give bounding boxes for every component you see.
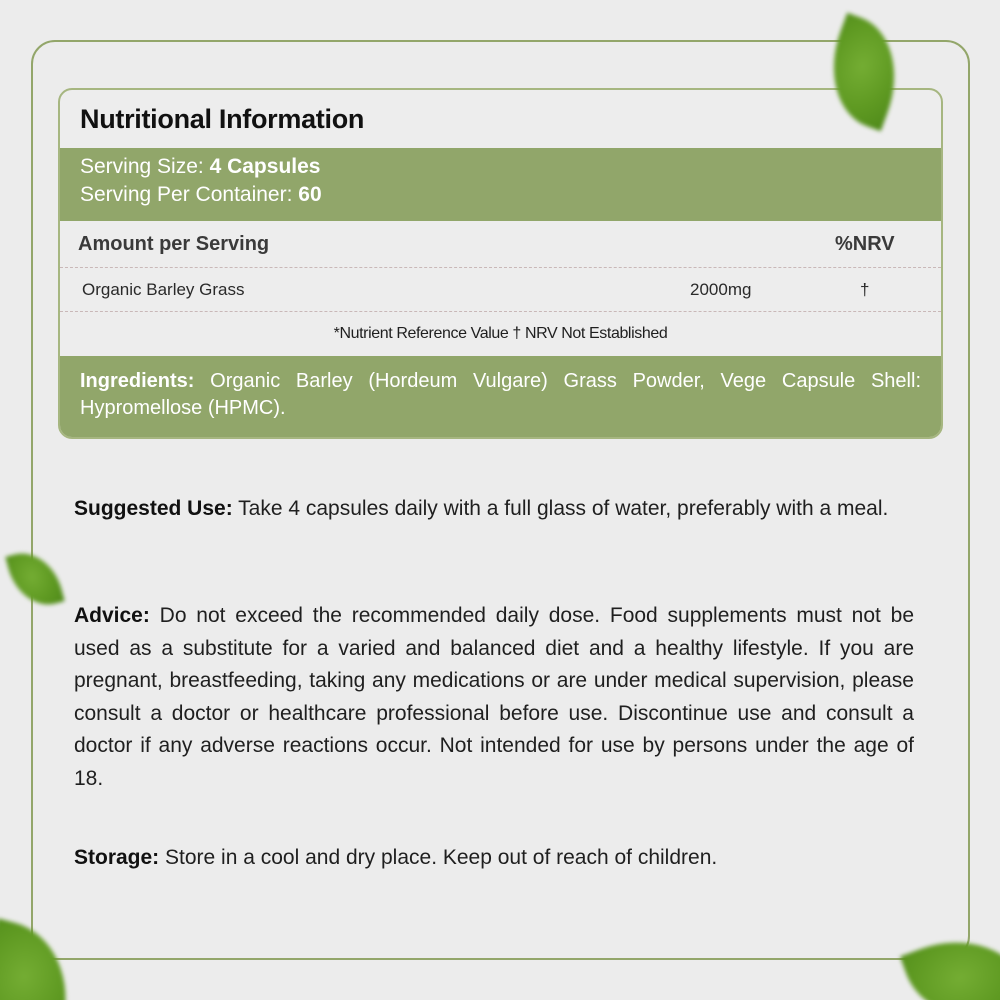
- suggested-use-section: [74, 493, 914, 526]
- ingredients-label: Ingredients:: [80, 370, 195, 392]
- amount-per-serving-header: Amount per Serving: [78, 232, 270, 255]
- storage-label: Storage:: [74, 846, 160, 869]
- nrv-footnote: *Nutrient Reference Value † NRV Not Established: [333, 325, 668, 342]
- advice-text: Do not exceed the recommended daily dose. Food supplements must not be used as a substitute for a varied and balanced diet and a healthy lifestyle. If you are pregnant, breastfeeding, taking any medications or are under medical supervision, please consult a doctor or healthcare professional before use. Discontinue use and consult a doctor if any adverse reactions occur. Not intended for use by persons under the age of 18.: [74, 604, 914, 790]
- table-row: [60, 268, 941, 312]
- nutrition-title: Nutritional Information: [80, 103, 365, 134]
- nutrition-table: [58, 88, 943, 439]
- ingredient-nrv: †: [860, 279, 870, 299]
- storage-text: Store in a cool and dry place. Keep out of reach of children.: [165, 846, 718, 869]
- serving-info-band: [60, 148, 941, 221]
- advice-label: Advice:: [74, 604, 150, 627]
- storage-section: [74, 842, 914, 875]
- suggested-use-text: Take 4 capsules daily with a full glass of water, preferably with a meal.: [238, 497, 889, 520]
- servings-per-container-label: Serving Per Container:: [80, 183, 293, 206]
- serving-size-value: 4 Capsules: [209, 155, 321, 178]
- table-header: [60, 221, 941, 268]
- suggested-use-label: Suggested Use:: [74, 497, 233, 520]
- ingredients-text: Organic Barley (Hordeum Vulgare) Grass Powder, Vege Capsule Shell: Hypromellose (HPMC).: [80, 370, 921, 419]
- ingredient-name: Organic Barley Grass: [82, 279, 245, 299]
- ingredient-amount: 2000mg: [690, 279, 752, 299]
- servings-per-container-value: 60: [298, 183, 322, 206]
- nrv-header: %NRV: [835, 232, 895, 255]
- ingredients-band: [60, 356, 941, 439]
- serving-size: [80, 153, 921, 181]
- serving-size-label: Serving Size:: [80, 155, 204, 178]
- advice-section: [74, 600, 914, 795]
- servings-per-container: [80, 181, 921, 209]
